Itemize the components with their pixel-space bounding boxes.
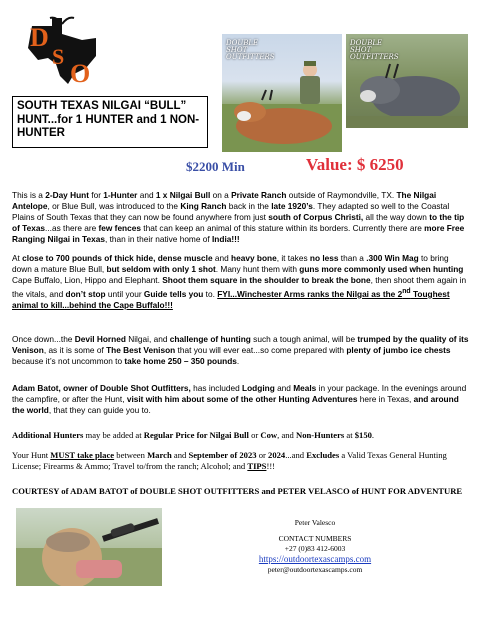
contact-email[interactable]: peter@outdoortexascamps.com: [267, 565, 363, 574]
paragraph-dates: Your Hunt MUST take place between March and September of 2023 or 2024...and Excludes a Valid Texas General Hunting License; Firearms & Ammo; Travel to/from the ranch; Alcohol; and TIPS!!!: [12, 450, 447, 471]
contact-name: Peter Valesco: [294, 518, 336, 527]
paragraph-additional-hunters: Additional Hunters may be added at Regular Price for Nilgai Bull or Cow, and Non-Hunters at $150.: [12, 430, 375, 440]
contact-phone: +27 (0)83 412-6003: [284, 544, 346, 553]
hunter-boy-photo: [222, 34, 342, 152]
hunter-girl-photo: [16, 508, 162, 586]
logo-letter-s: S: [52, 44, 65, 69]
dso-logo: [22, 14, 106, 86]
logo-letter-d: D: [30, 23, 49, 52]
watermark-line: SHOT: [350, 46, 372, 54]
paragraph-outfitter: Adam Batot, owner of Double Shot Outfitters, has included Lodging and Meals in your package. In the evenings around the campfire, or after the Hunt, visit with him about some of the other Hunting Adventures here in Texas, and around the world, that they can guide you to.: [12, 383, 467, 415]
watermark-line: SHOT: [226, 46, 248, 54]
website-link[interactable]: https://outdoortexascamps.com: [258, 554, 372, 564]
paragraph-hunting: At close to 700 pounds of thick hide, dense muscle and heavy bone, it takes no less than a .300 Win Mag to bring down a mature Blue Bull, but seldom with only 1 shot. Many hunt them with guns more commonly used when hunting Cape Buffalo, Lion, Hippo and Elephant. Shoot them square in the shoulder to break the bone, then shoot them again in the vitals, and don’t stop until your Guide tells you to. FYI...Winchester Arms ranks the Nilgai as the 2nd Toughest animal to kill...behind the Cape Buffalo!!!: [12, 253, 467, 310]
paragraph-venison: Once down...the Devil Horned Nilgai, and challenge of hunting such a tough animal, will be trumped by the quality of its Venison, as it is some of The Best Venison that you will ever eat...so come prepared with plenty of jumbo ice chests because it’s not uncommon to take home 250 – 350 pounds.: [12, 334, 469, 366]
page-title: SOUTH TEXAS NILGAI “BULL” HUNT...for 1 HUNTER and 1 NON-HUNTER: [17, 100, 200, 139]
price-label: $2200 Min: [186, 159, 245, 174]
contact-block: [250, 518, 380, 575]
watermark-line: OUTFITTERS: [226, 53, 275, 61]
watermark-line: DOUBLE: [226, 39, 259, 47]
logo-letter-o: O: [70, 59, 91, 86]
value-label: Value: $ 6250: [306, 155, 404, 174]
title-box: [12, 96, 208, 148]
nilgai-photo: [346, 34, 468, 128]
watermark-line: OUTFITTERS: [350, 53, 399, 61]
courtesy-line: COURTESY of ADAM BATOT of DOUBLE SHOT OUTFITTERS and PETER VELASCO of HUNT FOR ADVENTURE: [12, 486, 463, 496]
paragraph-intro: This is a 2-Day Hunt for 1-Hunter and 1 x Nilgai Bull on a Private Ranch outside of Raymondville, TX. The Nilgai Antelope, or Blue Bull, was introduced to the King Ranch back in the late 1920’s. They adapted so well to the Coastal Plains of South Texas that they can now be found anywhere from just south of Corpus Christi, all the way down to the tip of Texas...as there are few fences that can keep an animal of this stature within its borders. Currently there are more Free Ranging Nilgai in Texas, than in their native home of India!!!: [12, 190, 465, 244]
watermark-line: DOUBLE: [350, 39, 383, 47]
contact-heading: CONTACT NUMBERS: [278, 534, 352, 543]
